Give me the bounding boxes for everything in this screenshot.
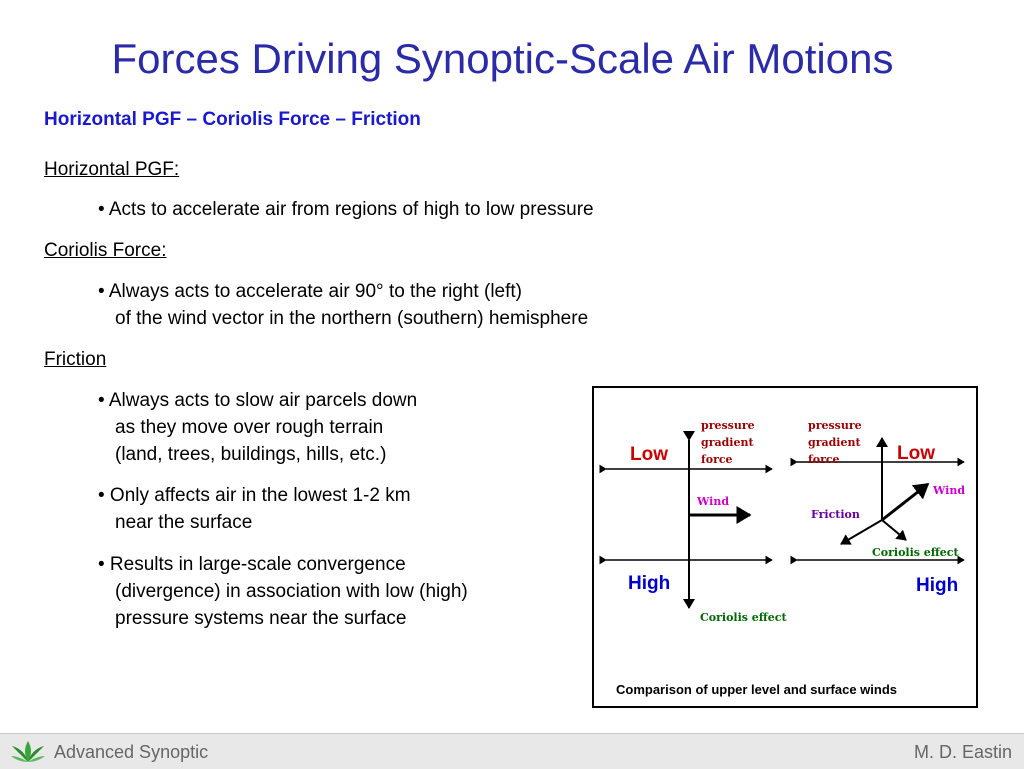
right-high-label: High xyxy=(916,575,959,596)
bullet-friction-1 xyxy=(98,387,417,468)
footer-bar xyxy=(0,733,1024,769)
bullet-friction-2 xyxy=(98,482,411,536)
right-wind-label: Wind xyxy=(933,484,966,497)
left-low-label: Low xyxy=(630,444,668,465)
left-coriolis-label: Coriolis effect xyxy=(700,611,787,624)
right-pgf-label-2: gradient xyxy=(808,436,861,449)
bullet-pgf-line1: • Acts to accelerate air from regions of high to low pressure xyxy=(98,199,594,220)
bullet-friction-3-line3: pressure systems near the surface xyxy=(115,608,407,629)
left-high-label: High xyxy=(628,573,671,594)
bullet-friction-3-line1: • Results in large-scale convergence xyxy=(98,554,406,575)
right-pgf-label-1: pressure xyxy=(808,419,862,432)
heading-coriolis: Coriolis Force: xyxy=(44,240,167,261)
bullet-friction-3 xyxy=(98,551,468,632)
right-friction-label: Friction xyxy=(811,508,860,521)
diagram-svg xyxy=(594,388,976,706)
bullet-friction-1-line3: (land, trees, buildings, hills, etc.) xyxy=(115,444,387,465)
right-coriolis-label: Coriolis effect xyxy=(872,546,959,559)
left-pgf-label-1: pressure xyxy=(701,419,755,432)
right-wind-arrow xyxy=(882,484,928,520)
bullet-friction-2-line1: • Only affects air in the lowest 1-2 km xyxy=(98,485,411,506)
right-low-label: Low xyxy=(897,443,935,464)
footer-author: M. D. Eastin xyxy=(913,742,1012,762)
slide-subtitle: Horizontal PGF – Coriolis Force – Friction xyxy=(44,109,421,130)
bullet-friction-3-line2: (divergence) in association with low (high) xyxy=(115,581,468,602)
bullet-friction-2-line2: near the surface xyxy=(115,512,253,533)
wind-comparison-diagram xyxy=(592,386,978,708)
bullet-coriolis-line2: of the wind vector in the northern (southern) hemisphere xyxy=(115,308,589,329)
right-friction-arrow xyxy=(841,520,882,544)
bullet-pgf xyxy=(98,196,594,223)
bullet-friction-1-line1: • Always acts to slow air parcels down xyxy=(98,390,418,411)
left-pgf-label-3: force xyxy=(701,453,733,466)
slide-title: Forces Driving Synoptic-Scale Air Motions xyxy=(111,35,894,82)
bullet-friction-1-line2: as they move over rough terrain xyxy=(115,417,384,438)
right-pgf-label-3: force xyxy=(808,453,840,466)
heading-pgf: Horizontal PGF: xyxy=(44,159,180,180)
bullet-coriolis-line1: • Always acts to accelerate air 90° to the right (left) xyxy=(98,281,522,302)
heading-friction: Friction xyxy=(44,349,107,370)
left-wind-label: Wind xyxy=(697,495,730,508)
footer-course-name: Advanced Synoptic xyxy=(54,742,209,762)
right-coriolis-arrow xyxy=(882,520,906,540)
bullet-coriolis xyxy=(98,278,588,332)
leaf-logo-icon xyxy=(10,740,46,769)
diagram-caption: Comparison of upper level and surface winds xyxy=(616,682,898,697)
left-pgf-label-2: gradient xyxy=(701,436,754,449)
